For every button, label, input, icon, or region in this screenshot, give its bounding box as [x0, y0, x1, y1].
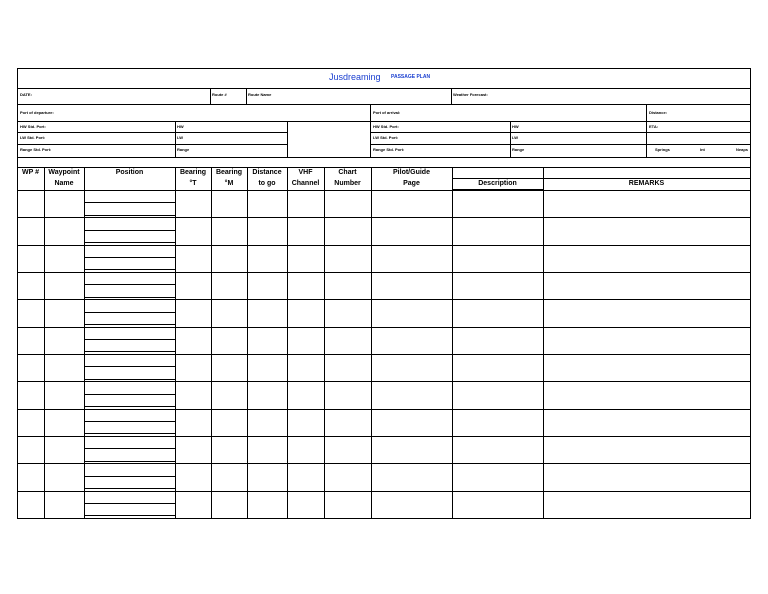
dep-lw-label: LW — [177, 135, 183, 140]
col-description: Description — [478, 180, 517, 187]
grid-line — [452, 167, 453, 519]
row-divider — [17, 245, 751, 246]
grid-line — [287, 167, 288, 519]
dep-hw-std-port-label: HW Std. Port: — [20, 124, 46, 129]
grid-line — [17, 157, 751, 158]
frame-right — [750, 68, 751, 519]
arr-hw-std-port-label: HW Std. Port: — [373, 124, 399, 129]
frame-left — [17, 68, 18, 519]
grid-line — [646, 104, 647, 158]
position-sub-line — [84, 297, 176, 298]
position-sub-line — [84, 269, 176, 270]
document-type: PASSAGE PLAN — [391, 74, 431, 80]
col-bearing-magnetic-line1: Bearing — [215, 169, 243, 176]
port-of-arrival-label: Port of arrival: — [373, 110, 401, 115]
col-wp-number: WP # — [22, 169, 39, 176]
position-sub-line — [84, 448, 176, 449]
position-sub-line — [84, 461, 176, 462]
arr-lw-std-port-label: LW Std. Port: — [373, 135, 399, 140]
grid-line — [210, 88, 211, 105]
position-sub-line — [84, 503, 176, 504]
grid-line — [211, 167, 212, 519]
grid-line — [17, 88, 751, 89]
col-remarks: REMARKS — [628, 180, 665, 187]
port-of-departure-label: Port of departure: — [20, 110, 54, 115]
route-name-label: Route Name — [248, 92, 272, 97]
eta-label: ETA: — [649, 124, 659, 129]
col-bearing-true-line2: °T — [189, 180, 197, 187]
frame-top — [17, 68, 751, 69]
col-waypoint-line1: Waypoint — [48, 169, 80, 176]
arr-range-std-port-label: Range Std. Port: — [373, 147, 405, 152]
position-sub-line — [84, 394, 176, 395]
position-sub-line — [84, 257, 176, 258]
col-chart-line2: Number — [334, 180, 361, 187]
col-pilot-guide-line2: Page — [403, 180, 420, 187]
arr-range-label: Range — [512, 147, 525, 152]
col-chart-line1: Chart — [338, 169, 357, 176]
position-sub-line — [84, 406, 176, 407]
grid-line — [17, 190, 751, 191]
grid-line — [44, 167, 45, 519]
position-sub-line — [84, 476, 176, 477]
position-sub-line — [84, 284, 176, 285]
neaps-label: Neaps — [736, 147, 749, 152]
position-sub-line — [84, 421, 176, 422]
col-waypoint-line2: Name — [54, 180, 74, 187]
col-distance-line2: to go — [258, 180, 276, 187]
col-bearing-true-line1: Bearing — [179, 169, 207, 176]
position-sub-line — [84, 202, 176, 203]
dep-hw-label: HW — [177, 124, 184, 129]
grid-line — [17, 104, 751, 105]
row-divider — [17, 327, 751, 328]
col-bearing-magnetic-line2: °M — [224, 180, 234, 187]
grid-line — [510, 121, 511, 158]
row-divider — [17, 299, 751, 300]
position-sub-line — [84, 230, 176, 231]
col-position: Position — [115, 169, 144, 176]
grid-line — [84, 167, 85, 519]
row-divider — [17, 463, 751, 464]
position-sub-line — [84, 366, 176, 367]
arr-lw-label: LW — [512, 135, 518, 140]
grid-line — [246, 88, 247, 105]
dep-range-std-port-label: Range Std. Port: — [20, 147, 52, 152]
position-sub-line — [84, 433, 176, 434]
col-distance-line1: Distance — [252, 169, 282, 176]
distance-label: Distance: — [649, 110, 668, 115]
position-sub-line — [84, 339, 176, 340]
row-divider — [17, 381, 751, 382]
grid-line — [370, 132, 647, 133]
col-vhf-line2: Channel — [291, 180, 320, 187]
grid-line — [247, 167, 248, 519]
springs-label: Springs — [655, 147, 670, 152]
row-divider — [17, 217, 751, 218]
row-divider — [17, 436, 751, 437]
grid-line — [646, 144, 751, 145]
grid-line — [370, 104, 371, 158]
grid-line — [17, 121, 751, 122]
grid-line — [451, 88, 452, 105]
date-label: DATE: — [20, 92, 32, 97]
position-sub-line — [84, 242, 176, 243]
grid-line — [371, 167, 372, 519]
position-sub-line — [84, 312, 176, 313]
position-sub-line — [84, 324, 176, 325]
route-number-label: Route # — [212, 92, 227, 97]
grid-line — [287, 121, 288, 158]
row-divider — [17, 354, 751, 355]
position-sub-line — [84, 215, 176, 216]
row-divider — [17, 409, 751, 410]
grid-line — [646, 132, 751, 133]
frame-bottom — [17, 518, 751, 519]
position-sub-line — [84, 488, 176, 489]
position-sub-line — [84, 351, 176, 352]
grid-line — [543, 167, 544, 519]
dep-range-label: Range — [177, 147, 190, 152]
position-sub-line — [84, 379, 176, 380]
position-sub-line — [84, 515, 176, 516]
grid-line — [175, 121, 176, 158]
weather-forecast-label: Weather Forecast: — [453, 92, 488, 97]
grid-line — [370, 144, 647, 145]
col-pilot-guide-line1: Pilot/Guide — [393, 169, 430, 176]
dep-lw-std-port-label: LW Std. Port: — [20, 135, 46, 140]
arr-hw-label: HW — [512, 124, 519, 129]
grid-line — [324, 167, 325, 519]
int-label: Int — [700, 147, 705, 152]
col-vhf-line1: VHF — [298, 169, 313, 176]
row-divider — [17, 491, 751, 492]
grid-line — [17, 132, 288, 133]
grid-line — [175, 167, 176, 519]
grid-line — [17, 144, 288, 145]
row-divider — [17, 272, 751, 273]
brand-title: Jusdreaming — [329, 72, 381, 82]
